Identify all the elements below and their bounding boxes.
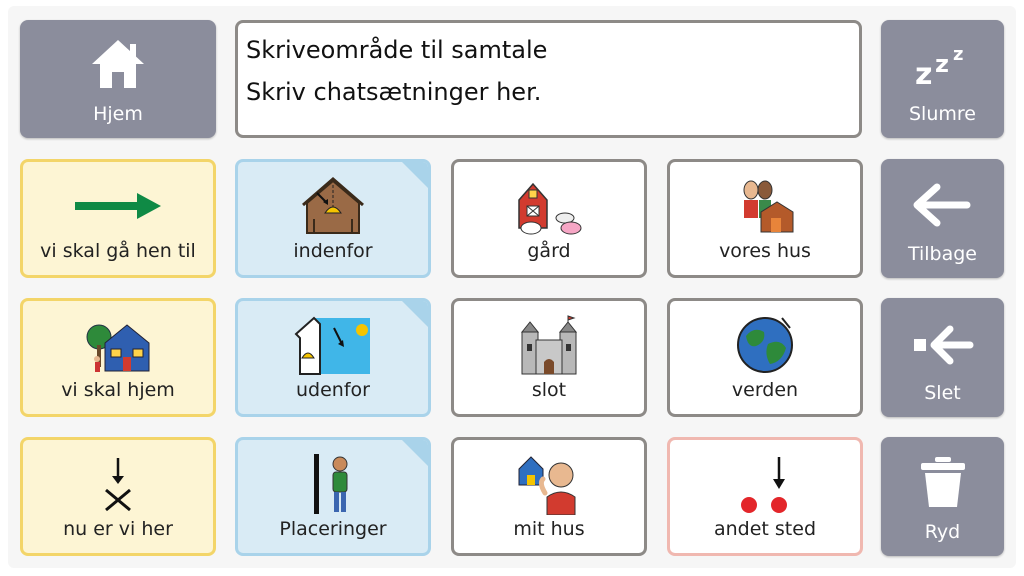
cell-label: udenfor [296,379,370,401]
home-label: Hjem [93,103,143,125]
cell-my-house[interactable] [451,437,647,556]
svg-text:z: z [934,50,949,78]
farm-icon [454,174,644,238]
here-mark-icon [23,452,213,516]
zzz-icon [881,38,1004,92]
cell-label: andet sted [713,518,817,540]
cell-label: vores hus [719,240,811,262]
svg-text:z: z [914,57,932,90]
delete-button[interactable] [881,298,1004,417]
back-label: Tilbage [907,243,978,265]
clear-label: Ryd [924,521,961,543]
sleep-label: Slumre [909,103,976,125]
cell-label: slot [531,379,567,401]
home-button[interactable] [20,20,216,138]
cell-indoors[interactable] [235,159,431,278]
cell-label: mit hus [513,518,585,540]
cell-label: vi skal gå hen til [40,240,196,262]
cell-places[interactable] [235,437,431,556]
house-icon [20,34,216,94]
clear-button[interactable] [881,437,1004,556]
backspace-icon [881,320,1004,370]
cell-label: verden [731,379,799,401]
arrow-right-icon [23,174,213,238]
back-button[interactable] [881,159,1004,278]
cell-label: gård [527,240,571,262]
cell-label: nu er vi her [63,518,173,540]
cell-world[interactable] [667,298,863,417]
cell-go-to[interactable] [20,159,216,278]
places-icon [238,452,428,516]
our-house-icon [670,174,860,238]
elsewhere-icon [670,452,860,516]
my-house-icon [454,452,644,516]
cell-elsewhere[interactable] [667,437,863,556]
castle-icon [454,313,644,377]
cell-go-home[interactable] [20,298,216,417]
cell-we-are-here[interactable] [20,437,216,556]
indoors-icon [238,174,428,238]
cell-label: Placeringer [279,518,387,540]
svg-text:z: z [952,44,963,65]
cell-label: vi skal hjem [61,379,175,401]
cell-label: indenfor [293,240,373,262]
delete-label: Slet [924,382,961,404]
cell-farm[interactable] [451,159,647,278]
message-line-2: Skriv chatsætninger her. [246,78,542,106]
sleep-button[interactable] [881,20,1004,138]
cell-outdoors[interactable] [235,298,431,417]
arrow-left-icon [881,179,1004,231]
cell-our-house[interactable] [667,159,863,278]
cell-castle[interactable] [451,298,647,417]
globe-icon [670,313,860,377]
outdoors-icon [238,313,428,377]
go-home-icon [23,313,213,377]
message-window[interactable] [235,20,862,138]
message-line-1: Skriveområde til samtale [246,36,548,64]
trash-icon [881,453,1004,511]
